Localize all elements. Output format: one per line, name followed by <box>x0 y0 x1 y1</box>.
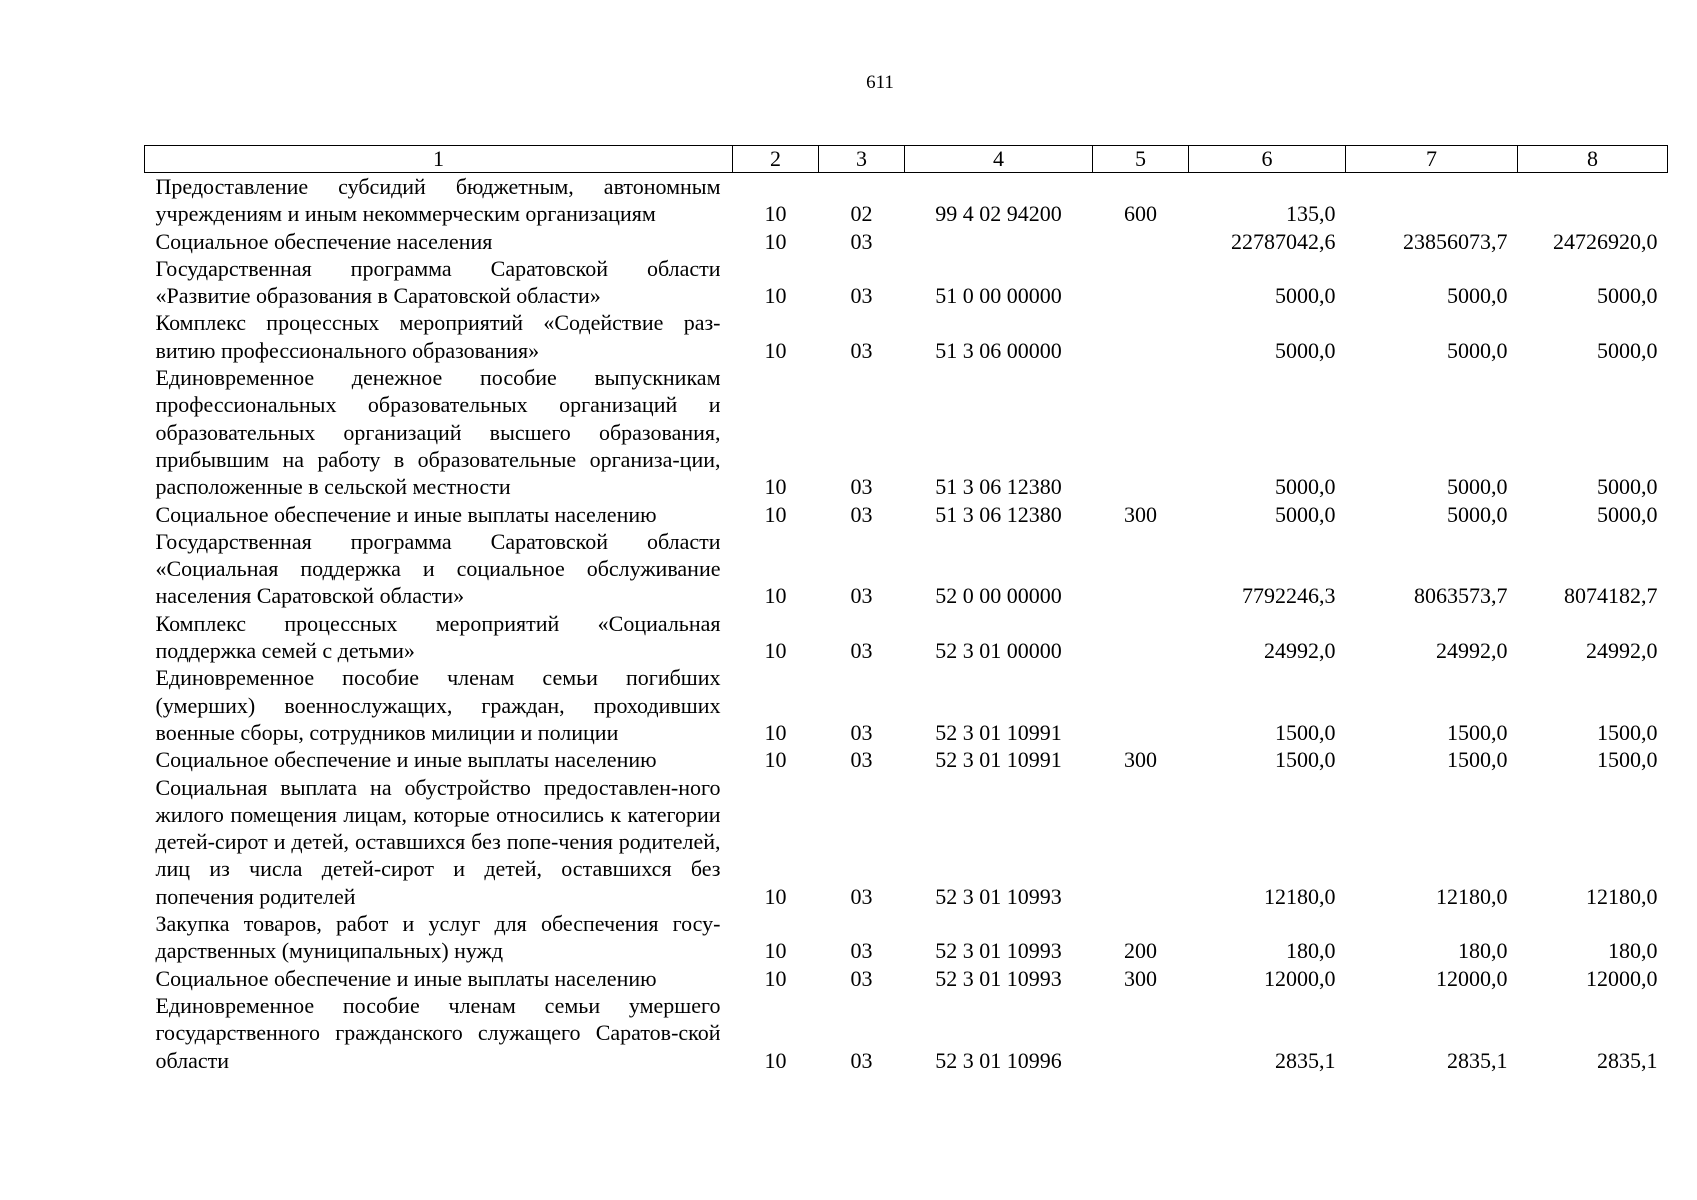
expense-type-code <box>1093 528 1189 610</box>
amount-year-2: 12180,0 <box>1436 883 1508 909</box>
subsection-code: 02 <box>850 201 873 227</box>
table-row <box>145 965 1668 992</box>
table-row <box>145 610 1668 665</box>
amount-year-1: 1500,0 <box>1275 719 1336 745</box>
page-number: 611 <box>866 72 894 93</box>
amount-year-1: 24992,0 <box>1264 638 1336 664</box>
section-code: 10 <box>764 719 787 745</box>
subsection-code: 03 <box>850 501 873 527</box>
row-name: Комплекс процессных мероприятий «Социальная поддержка семей с детьми» <box>155 610 721 664</box>
target-code: 52 3 01 10991 <box>935 719 1062 745</box>
amount-year-3: 5000,0 <box>1597 474 1658 500</box>
column-header: 2 <box>733 146 819 173</box>
amount-year-2: 180,0 <box>1458 938 1508 964</box>
section-code: 10 <box>764 501 787 527</box>
expense-type-code <box>1093 610 1189 665</box>
table-row <box>145 228 1668 255</box>
target-code: 51 3 06 00000 <box>935 337 1062 363</box>
row-name: Государственная программа Саратовской области «Развитие образования в Саратовской области» <box>155 255 721 309</box>
amount-year-2: 5000,0 <box>1447 337 1508 363</box>
budget-table <box>144 145 1668 1074</box>
expense-type-code <box>1093 664 1189 746</box>
expense-type-code: 600 <box>1124 201 1157 227</box>
table-row <box>145 309 1668 364</box>
amount-year-3: 24726920,0 <box>1553 228 1658 254</box>
expense-type-code: 300 <box>1124 965 1157 991</box>
subsection-code: 03 <box>850 747 873 773</box>
amount-year-1: 22787042,6 <box>1231 228 1336 254</box>
table-row <box>145 173 1668 228</box>
row-name: Социальная выплата на обустройство предоставлен-ного жилого помещения лицам, которые относились к категории детей-сирот и детей, оставшихся без попе-чения родителей, лиц из числа детей-сирот и детей, оставшихся без попечения родителей <box>155 774 721 909</box>
target-code: 52 3 01 10993 <box>935 965 1062 991</box>
target-code: 99 4 02 94200 <box>935 201 1062 227</box>
expense-type-code <box>1093 364 1189 500</box>
target-code: 52 3 01 00000 <box>935 638 1062 664</box>
amount-year-3: 5000,0 <box>1597 283 1658 309</box>
amount-year-1: 5000,0 <box>1275 501 1336 527</box>
section-code: 10 <box>764 201 787 227</box>
target-code: 52 3 01 10996 <box>935 1047 1062 1073</box>
section-code: 10 <box>764 883 787 909</box>
amount-year-2: 5000,0 <box>1447 474 1508 500</box>
subsection-code: 03 <box>850 583 873 609</box>
row-name: Социальное обеспечение и иные выплаты населению <box>155 501 657 527</box>
amount-year-3: 1500,0 <box>1597 719 1658 745</box>
column-header: 8 <box>1518 146 1668 173</box>
row-name: Единовременное пособие членам семьи умершего государственного гражданского служащего Саратов-ской области <box>155 992 721 1073</box>
amount-year-3 <box>1518 173 1668 228</box>
table-row <box>145 664 1668 746</box>
amount-year-1: 12180,0 <box>1264 883 1336 909</box>
amount-year-1: 2835,1 <box>1275 1047 1336 1073</box>
section-code: 10 <box>764 1047 787 1073</box>
amount-year-3: 5000,0 <box>1597 501 1658 527</box>
amount-year-2: 23856073,7 <box>1403 228 1508 254</box>
subsection-code: 03 <box>850 965 873 991</box>
expense-type-code: 300 <box>1124 747 1157 773</box>
subsection-code: 03 <box>850 638 873 664</box>
amount-year-2: 5000,0 <box>1447 283 1508 309</box>
amount-year-1: 135,0 <box>1286 201 1336 227</box>
row-name: Единовременное пособие членам семьи погибших (умерших) военнослужащих, граждан, проходивших военные сборы, сотрудников милиции и полиции <box>155 665 721 745</box>
amount-year-3: 12180,0 <box>1586 883 1658 909</box>
subsection-code: 03 <box>850 938 873 964</box>
section-code: 10 <box>764 474 787 500</box>
target-code: 52 3 01 10991 <box>935 747 1062 773</box>
expense-type-code <box>1093 992 1189 1074</box>
section-code: 10 <box>764 965 787 991</box>
expense-type-code <box>1093 774 1189 910</box>
target-code: 52 3 01 10993 <box>935 938 1062 964</box>
target-code: 52 3 01 10993 <box>935 883 1062 909</box>
amount-year-2: 24992,0 <box>1436 638 1508 664</box>
expense-type-code <box>1093 228 1189 255</box>
table-row <box>145 364 1668 500</box>
target-code: 51 0 00 00000 <box>935 283 1062 309</box>
section-code: 10 <box>764 938 787 964</box>
amount-year-3: 24992,0 <box>1586 638 1658 664</box>
subsection-code: 03 <box>850 883 873 909</box>
amount-year-3: 12000,0 <box>1586 965 1658 991</box>
subsection-code: 03 <box>850 283 873 309</box>
column-header: 5 <box>1093 146 1189 173</box>
section-code: 10 <box>764 747 787 773</box>
amount-year-3: 180,0 <box>1608 938 1658 964</box>
column-header: 4 <box>905 146 1093 173</box>
row-name: Социальное обеспечение и иные выплаты населению <box>155 965 657 991</box>
target-code: 52 0 00 00000 <box>935 583 1062 609</box>
amount-year-2: 8063573,7 <box>1414 583 1508 609</box>
row-name: Предоставление субсидий бюджетным, автономным учреждениям и иным некоммерческим организациям <box>155 174 721 227</box>
table-row <box>145 528 1668 610</box>
subsection-code: 03 <box>850 474 873 500</box>
section-code: 10 <box>764 228 787 254</box>
amount-year-2: 5000,0 <box>1447 501 1508 527</box>
table-row <box>145 746 1668 773</box>
expense-type-code: 300 <box>1124 501 1157 527</box>
table-row <box>145 910 1668 965</box>
section-code: 10 <box>764 283 787 309</box>
target-code <box>905 228 1093 255</box>
amount-year-2: 12000,0 <box>1436 965 1508 991</box>
amount-year-3: 1500,0 <box>1597 747 1658 773</box>
subsection-code: 03 <box>850 337 873 363</box>
amount-year-3: 2835,1 <box>1597 1047 1658 1073</box>
amount-year-2: 1500,0 <box>1447 719 1508 745</box>
expense-type-code: 200 <box>1124 938 1157 964</box>
subsection-code: 03 <box>850 1047 873 1073</box>
target-code: 51 3 06 12380 <box>935 501 1062 527</box>
column-header: 1 <box>145 146 733 173</box>
amount-year-1: 7792246,3 <box>1242 583 1336 609</box>
table-row <box>145 992 1668 1074</box>
row-name: Единовременное денежное пособие выпускникам профессиональных образовательных организаций и образовательных организаций высшего образования, прибывшим на работу в образовательные организа-ции, расположенные в сельской местности <box>155 365 721 500</box>
column-header: 3 <box>819 146 905 173</box>
expense-type-code <box>1093 309 1189 364</box>
section-code: 10 <box>764 337 787 363</box>
column-header: 6 <box>1189 146 1346 173</box>
amount-year-2 <box>1346 173 1518 228</box>
amount-year-1: 1500,0 <box>1275 747 1336 773</box>
expense-type-code <box>1093 255 1189 310</box>
section-code: 10 <box>764 583 787 609</box>
subsection-code: 03 <box>850 719 873 745</box>
table-row <box>145 774 1668 910</box>
amount-year-1: 180,0 <box>1286 938 1336 964</box>
table-header-row <box>145 146 1668 173</box>
section-code: 10 <box>764 638 787 664</box>
row-name: Государственная программа Саратовской области «Социальная поддержка и социальное обслуживание населения Саратовской области» <box>155 528 721 609</box>
amount-year-1: 5000,0 <box>1275 283 1336 309</box>
subsection-code: 03 <box>850 228 873 254</box>
amount-year-1: 5000,0 <box>1275 474 1336 500</box>
amount-year-2: 2835,1 <box>1447 1047 1508 1073</box>
row-name: Социальное обеспечение и иные выплаты населению <box>155 747 657 773</box>
amount-year-3: 5000,0 <box>1597 337 1658 363</box>
amount-year-3: 8074182,7 <box>1564 583 1658 609</box>
amount-year-2: 1500,0 <box>1447 747 1508 773</box>
table-row <box>145 501 1668 528</box>
column-header: 7 <box>1346 146 1518 173</box>
amount-year-1: 12000,0 <box>1264 965 1336 991</box>
amount-year-1: 5000,0 <box>1275 337 1336 363</box>
target-code: 51 3 06 12380 <box>935 474 1062 500</box>
row-name: Комплекс процессных мероприятий «Содействие раз-витию профессионального образования» <box>155 310 721 363</box>
row-name: Социальное обеспечение населения <box>155 228 493 254</box>
table-row <box>145 255 1668 310</box>
row-name: Закупка товаров, работ и услуг для обеспечения госу-дарственных (муниципальных) нужд <box>155 911 721 964</box>
